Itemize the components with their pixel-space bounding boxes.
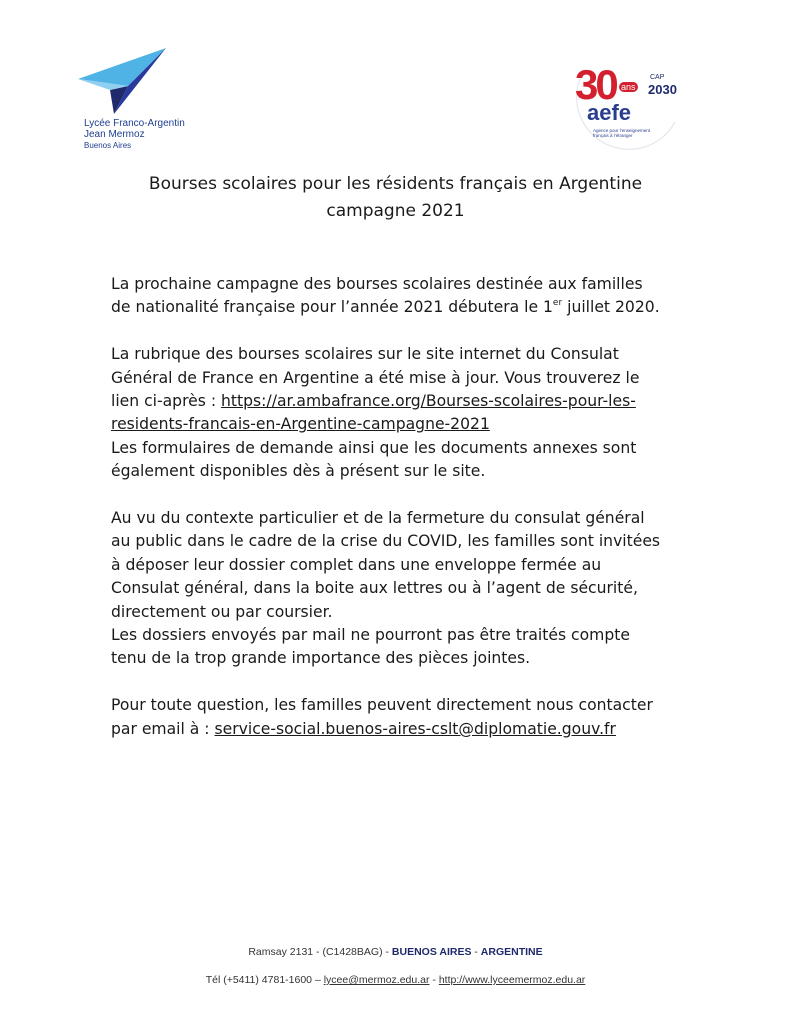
footer-phone: Tél (+5411) 4781-1600 –	[205, 974, 324, 986]
p4-line2	[111, 718, 711, 741]
p3-line1: Au vu du contexte particulier et de la fermeture du consulat général	[111, 509, 645, 528]
contact-email-link[interactable]: service-social.buenos-aires-cslt@diplomatie.gouv.fr	[214, 719, 616, 738]
paper-plane-logo-icon	[76, 46, 171, 116]
p2-line5: Les formulaires de demande ainsi que les documents annexes sont	[111, 438, 637, 457]
p2-line3	[111, 390, 711, 413]
footer-separator-2: -	[429, 974, 439, 986]
school-name-line2: Jean Mermoz	[84, 129, 145, 140]
p2-line6: également disponibles dès à présent sur le site.	[111, 462, 486, 481]
aefe-tagline: Agence pour l’enseignement français à l’étranger	[593, 128, 651, 138]
school-logo	[76, 46, 216, 150]
school-name-line1: Lycée Franco-Argentin	[84, 118, 185, 129]
p3-line2: au public dans le cadre de la crise du COVID, les familles sont invitées	[111, 532, 661, 551]
p2-link-lead: lien ci-après :	[111, 392, 222, 411]
aefe-ans: ans	[621, 82, 636, 92]
title-line1: Bourses scolaires pour les résidents français en Argentine	[148, 174, 643, 194]
consulat-link[interactable]: https://ar.ambafrance.org/Bourses-scolaires-pour-les-	[221, 392, 636, 411]
aefe-logo	[563, 62, 693, 154]
p4-line1: Pour toute question, les familles peuvent directement nous contacter	[111, 696, 653, 715]
footer-separator: -	[471, 946, 481, 958]
footer-website-link[interactable]: http://www.lyceemermoz.edu.ar	[438, 974, 586, 986]
paragraph-2	[111, 343, 711, 483]
aefe-name: aefe	[587, 100, 632, 125]
p2-line1: La rubrique des bourses scolaires sur le site internet du Consulat	[111, 345, 619, 364]
p1-line2-text: de nationalité française pour l’année 2021 débutera le 1	[111, 298, 553, 317]
p4-email-lead: par email à :	[111, 719, 215, 738]
footer-country: ARGENTINE	[480, 946, 543, 958]
paragraph-4	[111, 694, 711, 741]
p1-superscript: er	[552, 298, 563, 309]
aefe-anniversary: 30	[575, 61, 616, 108]
aefe-cap: CAP	[650, 74, 665, 81]
aefe-year: 2030	[648, 82, 677, 97]
footer-address	[0, 946, 791, 958]
paragraph-1	[111, 273, 711, 320]
footer-city: BUENOS AIRES	[391, 946, 472, 958]
footer-contact	[0, 974, 791, 986]
consulat-link-continued[interactable]: residents-francais-en-Argentine-campagne-2021	[111, 415, 490, 434]
p3-line5: directement ou par coursier.	[111, 602, 333, 621]
school-name-line3: Buenos Aires	[84, 141, 132, 150]
p3-line7: tenu de la trop grande importance des pièces jointes.	[111, 649, 531, 668]
paragraph-3	[111, 507, 711, 671]
footer-email-link[interactable]: lycee@mermoz.edu.ar	[323, 974, 430, 986]
p3-line4: Consulat général, dans la boite aux lettres ou à l’agent de sécurité,	[111, 579, 638, 598]
footer-street: Ramsay 2131 - (C1428BAG) -	[248, 946, 392, 958]
school-name	[84, 118, 185, 151]
document-title	[0, 171, 791, 225]
p3-line3: à déposer leur dossier complet dans une enveloppe fermée au	[111, 555, 602, 574]
title-line2: campagne 2021	[326, 201, 465, 221]
p2-line4	[111, 413, 711, 436]
document-body	[111, 273, 711, 764]
p1-line2-end: juillet 2020.	[562, 298, 660, 317]
p1-line1: La prochaine campagne des bourses scolaires destinée aux familles	[111, 275, 643, 293]
p1-line2	[111, 296, 711, 319]
p3-line6: Les dossiers envoyés par mail ne pourront pas être traités compte	[111, 626, 630, 645]
p2-line2: Général de France en Argentine a été mise à jour. Vous trouverez le	[111, 368, 640, 387]
